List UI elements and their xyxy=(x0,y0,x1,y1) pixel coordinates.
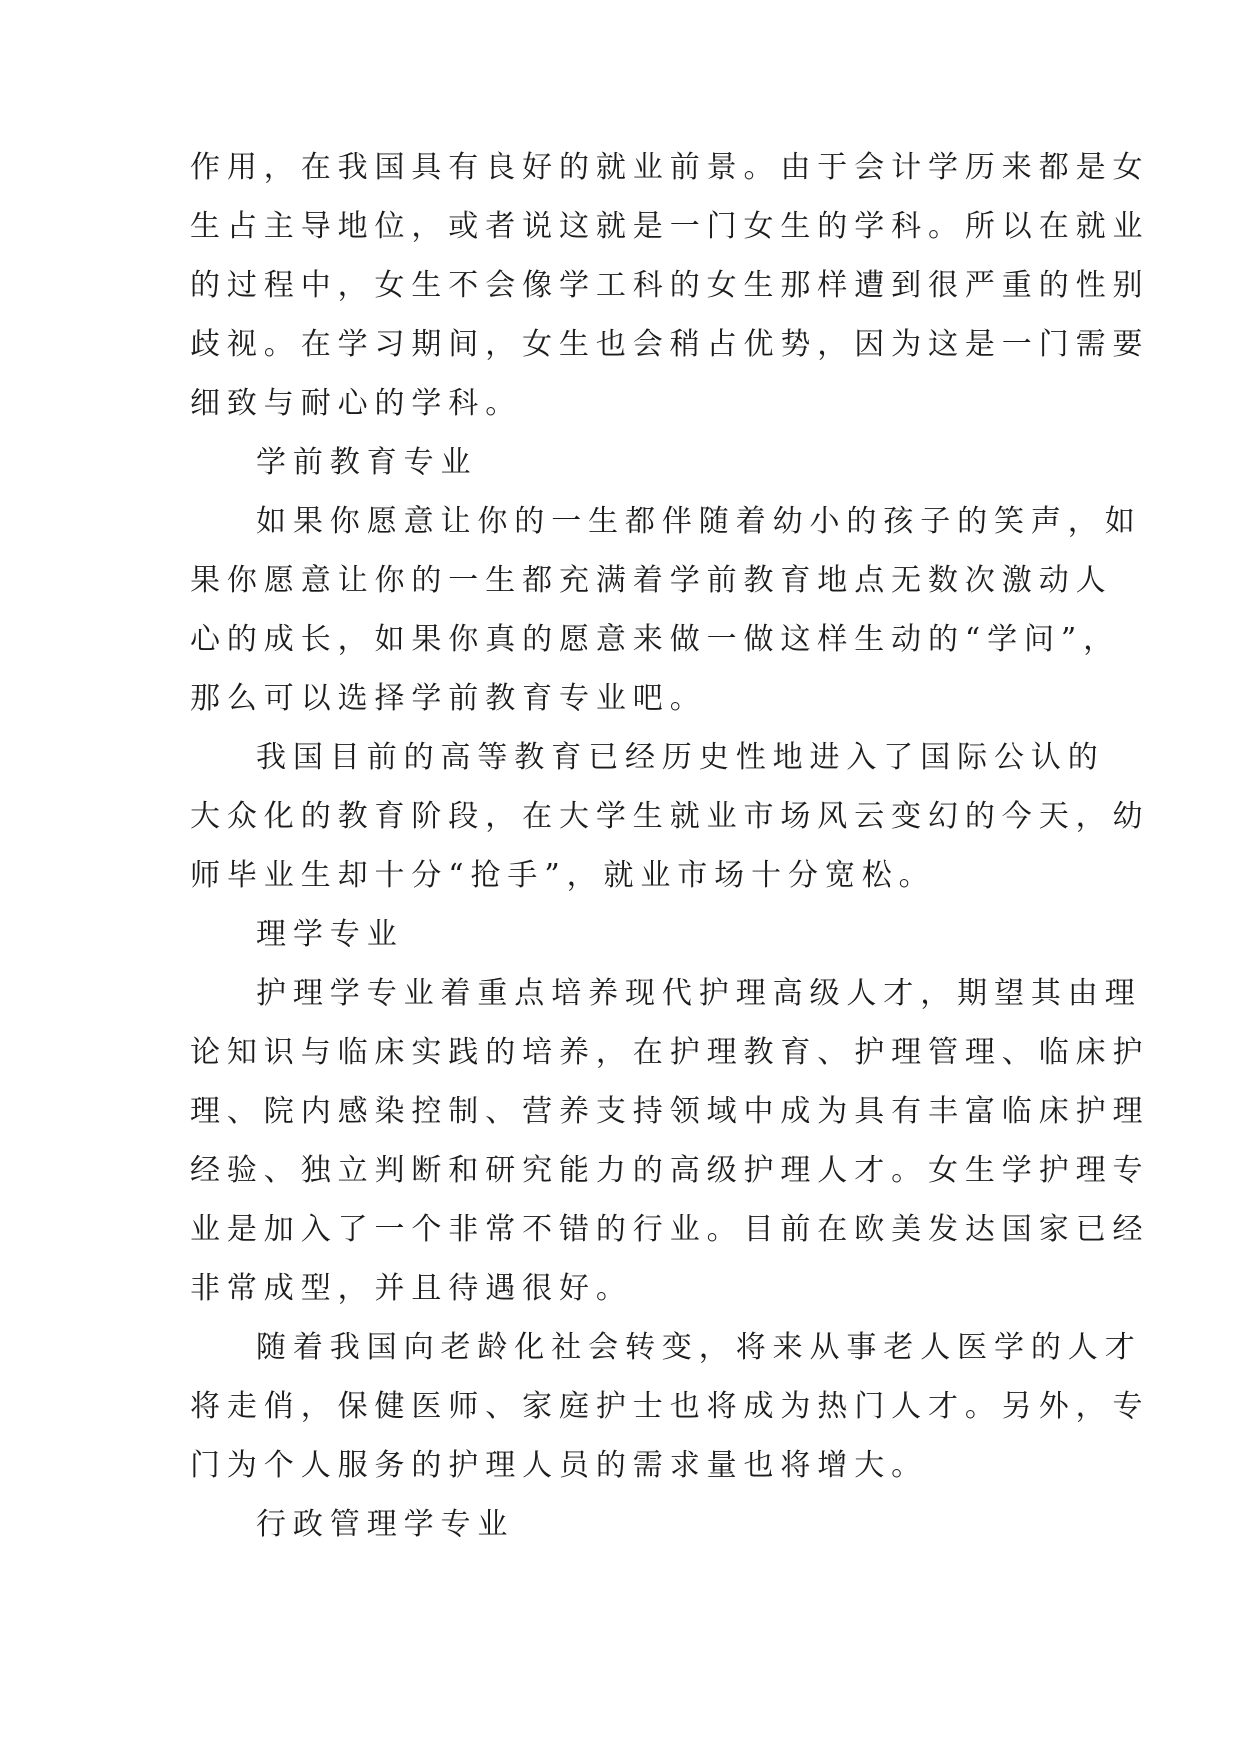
body-line: 经验、独立判断和研究能力的高级护理人才。女生学护理专 xyxy=(190,1153,1150,1188)
section-heading-nursing: 理学专业 xyxy=(256,917,404,952)
body-line: 那么可以选择学前教育专业吧。 xyxy=(190,681,707,716)
body-line: 护理学专业着重点培养现代护理高级人才，期望其由理 xyxy=(256,976,1142,1011)
body-line: 作用，在我国具有良好的就业前景。由于会计学历来都是女 xyxy=(190,150,1150,185)
body-line: 果你愿意让你的一生都充满着学前教育地点无数次激动人 xyxy=(190,563,1113,598)
body-line: 我国目前的高等教育已经历史性地进入了国际公认的 xyxy=(256,740,1105,775)
body-line: 随着我国向老龄化社会转变，将来从事老人医学的人才 xyxy=(256,1330,1142,1365)
body-line: 生占主导地位，或者说这就是一门女生的学科。所以在就业 xyxy=(190,209,1150,244)
body-line: 非常成型，并且待遇很好。 xyxy=(190,1271,633,1306)
body-line: 师毕业生却十分“抢手”，就业市场十分宽松。 xyxy=(190,858,936,893)
body-line: 大众化的教育阶段，在大学生就业市场风云变幻的今天，幼 xyxy=(190,799,1150,834)
body-line: 业是加入了一个非常不错的行业。目前在欧美发达国家已经 xyxy=(190,1212,1150,1247)
body-line: 门为个人服务的护理人员的需求量也将增大。 xyxy=(190,1448,928,1483)
section-heading-preschool-education: 学前教育专业 xyxy=(256,445,478,480)
body-line: 的过程中，女生不会像学工科的女生那样遭到很严重的性别 xyxy=(190,268,1150,303)
body-line: 如果你愿意让你的一生都伴随着幼小的孩子的笑声，如 xyxy=(256,504,1142,539)
body-line: 歧视。在学习期间，女生也会稍占优势，因为这是一门需要 xyxy=(190,327,1150,362)
section-heading-public-administration: 行政管理学专业 xyxy=(256,1507,515,1542)
body-line: 细致与耐心的学科。 xyxy=(190,386,523,421)
body-line: 将走俏，保健医师、家庭护士也将成为热门人才。另外，专 xyxy=(190,1389,1150,1424)
body-line: 理、院内感染控制、营养支持领域中成为具有丰富临床护理 xyxy=(190,1094,1150,1129)
body-line: 心的成长，如果你真的愿意来做一做这样生动的“学问”， xyxy=(190,622,1121,657)
body-line: 论知识与临床实践的培养，在护理教育、护理管理、临床护 xyxy=(190,1035,1150,1070)
